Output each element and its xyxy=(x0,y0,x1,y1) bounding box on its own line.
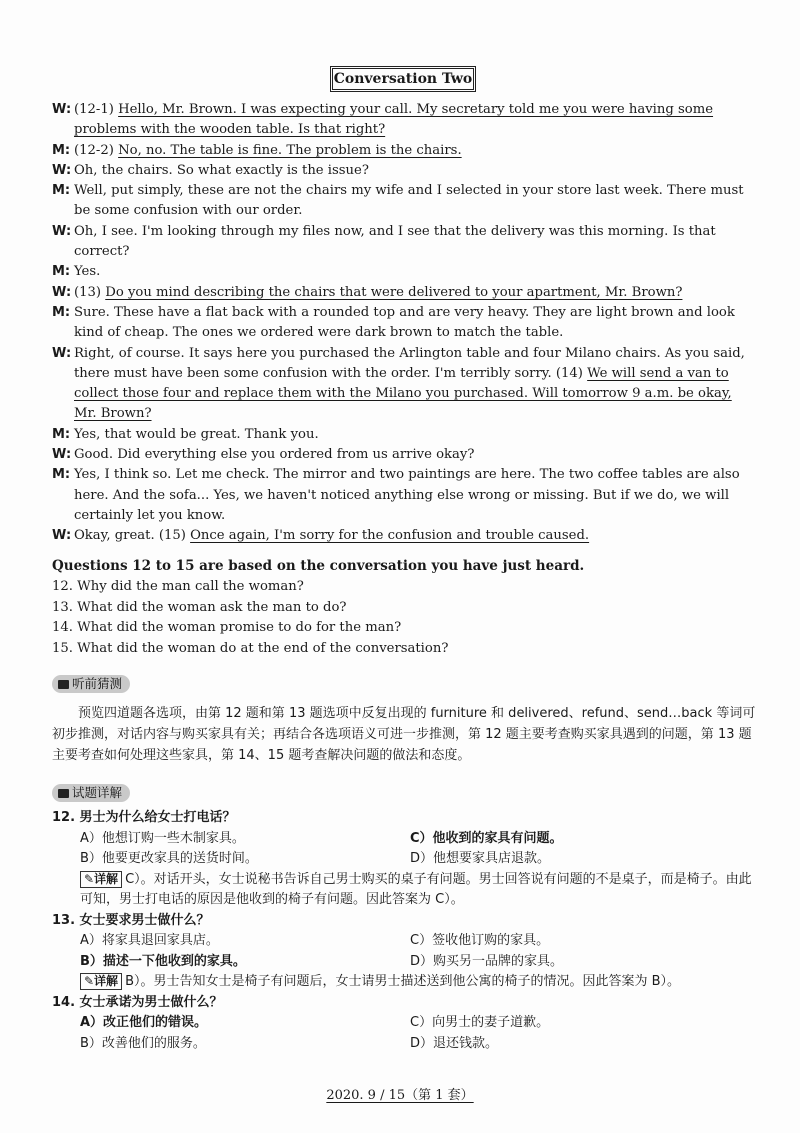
explanation xyxy=(52,870,760,911)
answer-option: A）改正他们的错误。 xyxy=(80,1015,208,1030)
speaker-label: W: xyxy=(52,102,72,117)
dialog-segment: Okay, great. (15) xyxy=(74,528,191,544)
speaker-label: M: xyxy=(52,183,71,199)
dialog-turn xyxy=(52,161,758,181)
dialog-text xyxy=(74,262,758,282)
dialog-turn xyxy=(52,262,758,282)
explain-badge: ✎详解 xyxy=(80,973,122,990)
question-item: 12. Why did the man call the woman? xyxy=(52,579,304,594)
explanation-text: C）。对话开头，女士说秘书告诉自己男士购买的桌子有问题。男士回答说有问题的不是桌子，而是椅子。由此可知，男士打电话的原因是他收到的椅子有问题。因此答案为 C）。 xyxy=(80,871,752,907)
explanation-text: B）。男士告知女士是椅子有问题后，女士请男士描述送到他公寓的椅子的情况。因此答案为 B）。 xyxy=(125,974,681,989)
dialog-text xyxy=(74,303,758,344)
key-sentence: Once again, I'm sorry for the confusion and trouble caused. xyxy=(190,528,590,544)
page-footer xyxy=(0,1084,800,1103)
speaker-label: W: xyxy=(52,223,72,239)
speaker-label: W: xyxy=(52,528,72,544)
dialog-segment: Yes, I think so. Let me check. The mirror and two paintings are here. The two coffee tables are also here. And the sofa... Yes, we haven't noticed anything else wrong or missing. But if we do, we will certainly let you know. xyxy=(74,467,740,523)
tag-detail xyxy=(52,784,130,802)
answer-option: C）向男士的妻子道歉。 xyxy=(410,1015,550,1030)
speaker-label: M: xyxy=(52,264,71,280)
dialog-turn xyxy=(52,465,758,526)
dialog-segment: Right, of course. It says here you purchased the Arlington table and four Milano chairs. As you said, there must have been some confusion with the order. I'm terribly sorry. (14) xyxy=(74,345,745,381)
detail-question-title: 13. 女士要求男士做什么？ xyxy=(52,912,210,928)
dialog-text xyxy=(74,283,758,303)
dialog-turn xyxy=(52,526,758,546)
dialog-turn xyxy=(52,303,758,344)
dialog-text xyxy=(74,222,758,263)
dialog-text xyxy=(74,425,758,445)
dialog-segment: (12-1) xyxy=(74,102,119,117)
dialog-segment: Oh, the chairs. So what exactly is the issue? xyxy=(74,162,369,178)
key-sentence: We will send a van to collect those four and replace them with the Milano you purchased. Will tomorrow 9 a.m. be okay, Mr. Brown? xyxy=(74,365,732,422)
dialog-turn xyxy=(52,283,758,303)
speaker-label: W: xyxy=(52,284,72,300)
dialog-text xyxy=(74,181,758,222)
tag-predict xyxy=(52,675,130,693)
dialog-segment: Oh, I see. I'm looking through my files now, and I see that the delivery was this morning. Is that correct? xyxy=(74,223,716,260)
answer-option: A）将家具退回家具店。 xyxy=(80,933,219,948)
dialog-text xyxy=(74,445,758,465)
footer-text: 2020. 9 / 15（第 1 套） xyxy=(326,1088,474,1103)
answer-option: B）他要更改家具的送货时间。 xyxy=(80,851,258,866)
dialog-text xyxy=(74,141,758,161)
dialog-text xyxy=(74,161,758,181)
explain-badge: ✎详解 xyxy=(80,871,122,888)
key-sentence: Hello, Mr. Brown. I was expecting your call. My secretary told me you were having some problems with the wooden table. Is that right? xyxy=(74,102,714,138)
predict-paragraph: 预览四道题各选项，由第 12 题和第 13 题选项中反复出现的 furniture 和 delivered、refund、send…back 等词可初步推测，对话内容与购买家具有关；再结合各选项语义可进一步推测，第 12 题主要考查购买家具遇到的问题，第 13 题主要考查如何处理这些家具，第 14、15 题考查解决问题的做法和态度。 xyxy=(52,706,756,763)
dialog-turn xyxy=(52,100,758,141)
dialog-text xyxy=(74,465,758,526)
speaker-label: W: xyxy=(52,162,72,178)
dialog-segment: (13) xyxy=(74,284,106,300)
dialog-segment: (12-2) xyxy=(74,142,119,158)
dialog-segment: Sure. These have a flat back with a rounded top and are very heavy. They are light brown and look kind of cheap. The ones we ordered were dark brown to match the table. xyxy=(74,304,735,341)
options-grid xyxy=(52,1013,760,1054)
speaker-label: M: xyxy=(52,467,71,483)
answer-option: C）签收他订购的家具。 xyxy=(410,933,550,948)
answer-option: D）购买另一品牌的家具。 xyxy=(410,953,564,969)
question-item: 13. What did the woman ask the man to do? xyxy=(52,599,347,615)
answer-option: B）改善他们的服务。 xyxy=(80,1035,206,1051)
conversation-title: Conversation Two xyxy=(330,66,476,92)
dialog-turn xyxy=(52,222,758,263)
answer-option: A）他想订购一些木制家具。 xyxy=(80,830,245,846)
dialog-segment: Well, put simply, these are not the chairs my wife and I selected in your store last week. There must be some confusion with our order. xyxy=(74,183,744,219)
options-grid xyxy=(52,931,760,972)
tag-icon xyxy=(58,789,69,798)
answer-option: D）他想要家具店退款。 xyxy=(410,851,551,866)
detail-section xyxy=(52,808,760,1054)
answer-option: C）他收到的家具有问题。 xyxy=(410,830,563,846)
dialog-transcript xyxy=(52,100,758,547)
tag-icon xyxy=(58,680,69,689)
answer-option: B）描述一下他收到的家具。 xyxy=(80,953,246,969)
question-item: 15. What did the woman do at the end of the conversation? xyxy=(52,640,449,656)
tag-predict-label: 听前猜测 xyxy=(72,676,123,691)
key-sentence: No, no. The table is fine. The problem is the chairs. xyxy=(118,142,462,158)
answer-option: D）退还钱款。 xyxy=(410,1035,499,1051)
options-grid xyxy=(52,829,760,870)
speaker-label: M: xyxy=(52,304,71,320)
dialog-segment: Yes. xyxy=(74,264,101,280)
detail-question-title: 12. 男士为什么给女士打电话？ xyxy=(52,810,236,825)
speaker-label: M: xyxy=(52,426,71,442)
dialog-turn xyxy=(52,344,758,425)
dialog-turn xyxy=(52,445,758,465)
questions-list xyxy=(52,577,448,659)
dialog-text xyxy=(74,100,758,141)
speaker-label: W: xyxy=(52,345,72,361)
tag-detail-label: 试题详解 xyxy=(72,785,123,800)
dialog-turn xyxy=(52,141,758,161)
dialog-text xyxy=(74,526,758,546)
dialog-segment: Good. Did everything else you ordered from us arrive okay? xyxy=(74,447,475,463)
speaker-label: M: xyxy=(52,142,71,158)
dialog-turn xyxy=(52,181,758,222)
speaker-label: W: xyxy=(52,447,72,463)
dialog-segment: Yes, that would be great. Thank you. xyxy=(74,426,319,442)
dialog-text xyxy=(74,344,758,425)
detail-question-title: 14. 女士承诺为男士做什么？ xyxy=(52,994,223,1010)
questions-heading: Questions 12 to 15 are based on the conversation you have just heard. xyxy=(52,558,585,574)
dialog-turn xyxy=(52,425,758,445)
question-item: 14. What did the woman promise to do for the man? xyxy=(52,620,402,635)
key-sentence: Do you mind describing the chairs that were delivered to your apartment, Mr. Brown? xyxy=(105,284,683,300)
explanation xyxy=(52,972,760,993)
